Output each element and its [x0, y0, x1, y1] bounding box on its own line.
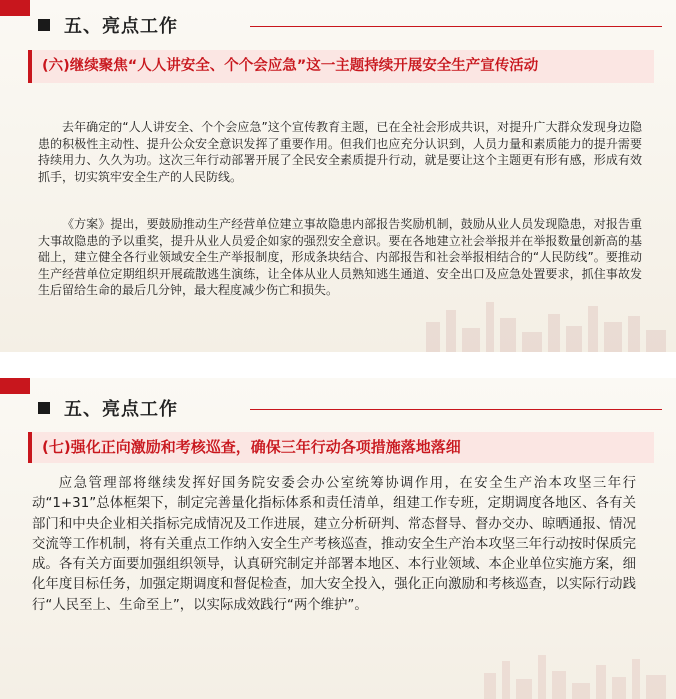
subtitle-text: (七)强化正向激励和考核巡查，确保三年行动各项措施落地落细	[42, 438, 461, 456]
paragraph: 应急管理部将继续发挥好国务院安委会办公室统筹协调作用，在安全生产治本攻坚三年行动“1+31”总体框架下，制定完善量化指标体系和责任清单，组建工作专班，定期调度各地区、各有关部门和中央企业相关指标完成情况及工作进展，建立分析研判、常态督导、督办交办、晾晒通报、情况交流等工作机制，将有关重点工作纳入安全生产考核巡查，推动安全生产治本攻坚三年行动按时保质完成。各有关方面要加强组织领导，认真研究制定并部署本地区、本行业领域、本企业单位实施方案，细化年度目标任务，加强定期调度和督促检查，加大安全投入，强化正向激励和考核巡查，以实际行动践行“人民至上、生命至上”，以实际成效践行“两个维护”。	[32, 476, 636, 613]
subtitle-box	[28, 432, 654, 463]
section-header	[38, 12, 178, 38]
header-divider	[250, 409, 662, 410]
skyline-decoration	[476, 649, 676, 699]
section-header	[38, 395, 178, 421]
skyline-decoration	[416, 292, 676, 352]
section-title: 五、亮点工作	[64, 399, 178, 420]
header-divider	[250, 26, 662, 27]
square-bullet-icon	[38, 402, 50, 414]
red-corner-decoration	[0, 0, 30, 16]
slide-gap	[0, 352, 676, 378]
paragraph: 《方案》提出，要鼓励推动生产经营单位建立事故隐患内部报告奖励机制，鼓励从业人员发现隐患，对报告重大事故隐患的予以重奖，提升从业人员爱企如家的强烈安全意识。要在各地建立社会举报并在举报数量创新高的基础上，建立健全各行业领域安全生产举报制度，形成条块结合、内部报告和社会举报相结合的“人民防线”。要推动生产经营单位定期组织开展疏散逃生演练，让全体从业人员熟知逃生通道、安全出口及应急处置要求，抓住事故发生后留给生命的最后几分钟，最大程度减少伤亡和损失。	[38, 217, 642, 298]
slide-2	[0, 378, 676, 699]
square-bullet-icon	[38, 19, 50, 31]
subtitle-text: (六)继续聚焦“人人讲安全、个个会应急”这一主题持续开展安全生产宣传活动	[42, 58, 539, 74]
subtitle-box	[28, 50, 654, 83]
red-corner-decoration	[0, 378, 30, 394]
paragraph: 去年确定的“人人讲安全、个个会应急”这个宣传教育主题，已在全社会形成共识，对提升广大群众发现身边隐患的积极性主动性、提升公众安全意识发挥了重要作用。但我们也应充分认识到，人员力量和素质能力的提升需要持续用力、久久为功。这次三年行动部署开展了全民安全素质提升行动，就是要让这个主题更有形有感，形成有效抓手，切实筑牢安全生产的人民防线。	[38, 120, 642, 184]
section-title: 五、亮点工作	[64, 16, 178, 37]
